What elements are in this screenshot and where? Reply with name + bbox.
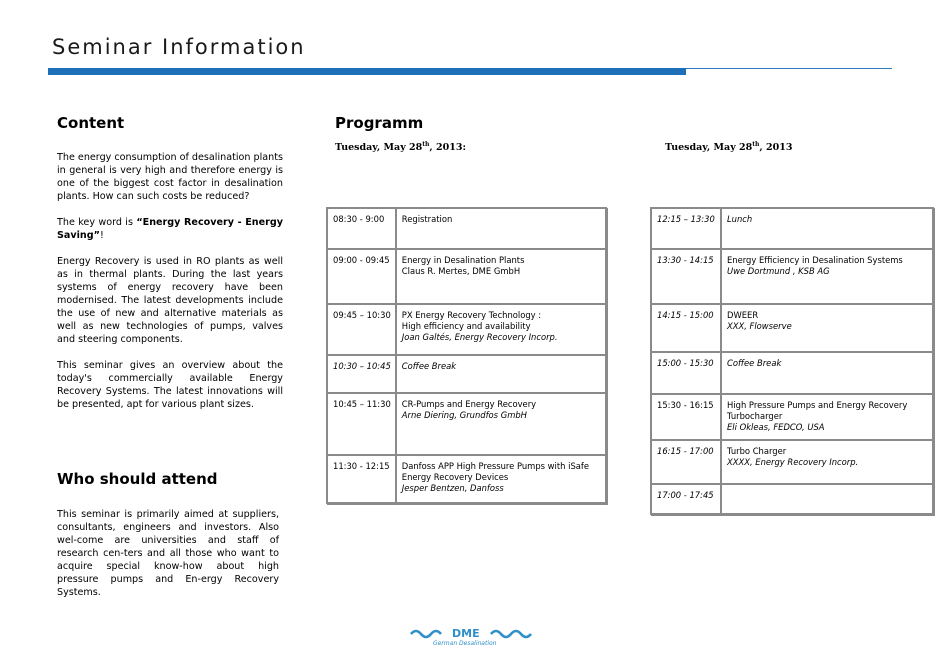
session-time: 09:00 - 09:45 — [327, 249, 396, 304]
header-rule — [686, 68, 892, 69]
key-word-suffix: ! — [99, 230, 104, 241]
session-time: 15:00 - 15:30 — [651, 352, 721, 394]
content-paragraph-2 — [57, 216, 283, 242]
session-time: 13:30 - 14:15 — [651, 249, 721, 304]
session-time: 09:45 – 10:30 — [327, 304, 396, 355]
date-text: Tuesday, May 28 — [665, 142, 753, 154]
session-title-line: Danfoss APP High Pressure Pumps with iSafe — [401, 461, 589, 471]
session-title-line: High Pressure Pumps and Energy Recovery — [727, 400, 908, 410]
schedule-row — [651, 249, 933, 304]
schedule-row — [327, 249, 606, 304]
schedule-row — [651, 440, 933, 484]
session-time: 16:15 - 17:00 — [651, 440, 721, 484]
date-suffix: th — [422, 141, 430, 148]
session-details — [396, 249, 606, 304]
session-title-line: Registration — [401, 214, 453, 224]
page-title: Seminar Information — [52, 35, 306, 59]
date-year: , 2013 — [759, 142, 793, 154]
session-title-line: Energy Efficiency in Desalination Systems — [727, 255, 903, 265]
session-details — [721, 249, 933, 304]
session-title-line: High efficiency and availability — [401, 321, 531, 331]
schedule-row — [327, 393, 606, 455]
session-time: 08:30 - 9:00 — [327, 208, 396, 249]
schedule-row — [327, 208, 606, 249]
header-accent-bar — [48, 68, 686, 75]
session-speaker-line: Coffee Break — [727, 358, 782, 368]
wave-right-icon — [491, 631, 531, 637]
key-word-emphasis: “Energy Recovery - Energy Saving” — [57, 217, 283, 241]
session-details — [721, 440, 933, 484]
content-text — [57, 151, 283, 411]
session-time: 15:30 - 16:15 — [651, 394, 721, 440]
content-heading: Content — [57, 114, 125, 132]
logo-text: DME — [452, 627, 480, 640]
session-title-line: Energy Recovery Devices — [401, 472, 509, 482]
session-speaker-line: Jesper Bentzen, Danfoss — [401, 483, 504, 493]
session-title-line: Energy in Desalination Plants — [401, 255, 525, 265]
session-title-line: PX Energy Recovery Technology : — [401, 310, 542, 320]
schedule-row — [327, 455, 606, 503]
schedule-row — [651, 394, 933, 440]
date-suffix: th — [752, 141, 760, 148]
who-paragraph: This seminar is primarily aimed at suppliers, consultants, engineers and investors. Also wel-come are universities and staff of research cen-ters and all those who want to acquire special know-how about high pressure pumps and En-ergy Recovery Systems. — [57, 509, 279, 598]
session-speaker-line: Joan Galtés, Energy Recovery Incorp. — [401, 332, 558, 342]
date-year: , 2013: — [429, 142, 466, 154]
session-speaker-line: Eli Okleas, FEDCO, USA — [727, 422, 825, 432]
session-time: 14:15 - 15:00 — [651, 304, 721, 352]
session-speaker-line: Coffee Break — [401, 361, 457, 371]
session-details — [396, 208, 606, 249]
session-time: 11:30 - 12:15 — [327, 455, 396, 503]
who-text — [57, 508, 279, 599]
schedule-row — [651, 304, 933, 352]
session-time: 12:15 – 13:30 — [651, 208, 721, 249]
session-details — [721, 394, 933, 440]
who-heading: Who should attend — [57, 470, 218, 488]
session-time: 17:00 - 17:45 — [651, 484, 721, 514]
logo-subtitle: German Desalination — [433, 640, 497, 647]
schedule-table-afternoon — [650, 207, 934, 515]
session-speaker-line: Arne Diering, Grundfos GmbH — [401, 410, 527, 420]
session-speaker-line: XXXX, Energy Recovery Incorp. — [727, 457, 859, 467]
schedule-table-morning — [326, 207, 607, 504]
session-title-line: Turbocharger — [727, 411, 783, 421]
programm-heading: Programm — [335, 114, 424, 132]
schedule-row — [651, 208, 933, 249]
schedule-row — [327, 304, 606, 355]
session-details — [721, 208, 933, 249]
day-label-left — [335, 141, 466, 153]
schedule-row — [651, 352, 933, 394]
session-details — [721, 352, 933, 394]
session-time: 10:30 – 10:45 — [327, 355, 396, 393]
key-word-prefix: The key word is — [57, 217, 137, 228]
content-paragraph-4: This seminar gives an overview about the today's commercially available Energy Recovery Systems. The latest innovations will be presented, apt for various plant sizes. — [57, 360, 283, 410]
schedule-row — [651, 484, 933, 514]
day-label-right — [665, 141, 792, 153]
session-details — [396, 455, 606, 503]
date-text: Tuesday, May 28 — [335, 142, 423, 154]
session-speaker-line: XXX, Flowserve — [727, 321, 792, 331]
session-title-line: Claus R. Mertes, DME GmbH — [401, 266, 521, 276]
session-speaker-line: Lunch — [727, 214, 753, 224]
wave-left-icon — [411, 631, 441, 637]
session-details — [396, 355, 606, 393]
session-speaker-line: Uwe Dortmund , KSB AG — [727, 266, 830, 276]
session-details — [396, 393, 606, 455]
session-title-line: Turbo Charger — [727, 446, 787, 456]
session-details — [721, 304, 933, 352]
session-details — [396, 304, 606, 355]
session-details — [721, 484, 933, 514]
session-title-line: CR-Pumps and Energy Recovery — [401, 399, 537, 409]
session-title-line: DWEER — [727, 310, 759, 320]
content-paragraph-1: The energy consumption of desalination plants in general is very high and therefore energy is one of the biggest cost factor in desalination plants. How can such costs be reduced? — [57, 152, 283, 202]
session-time: 10:45 – 11:30 — [327, 393, 396, 455]
content-paragraph-3: Energy Recovery is used in RO plants as well as in thermal plants. During the last years systems of energy recovery have been modernised. The latest developments include the use of new and alternative materials as well as new technologies of pumps, valves and steering components. — [57, 256, 283, 345]
schedule-row — [327, 355, 606, 393]
